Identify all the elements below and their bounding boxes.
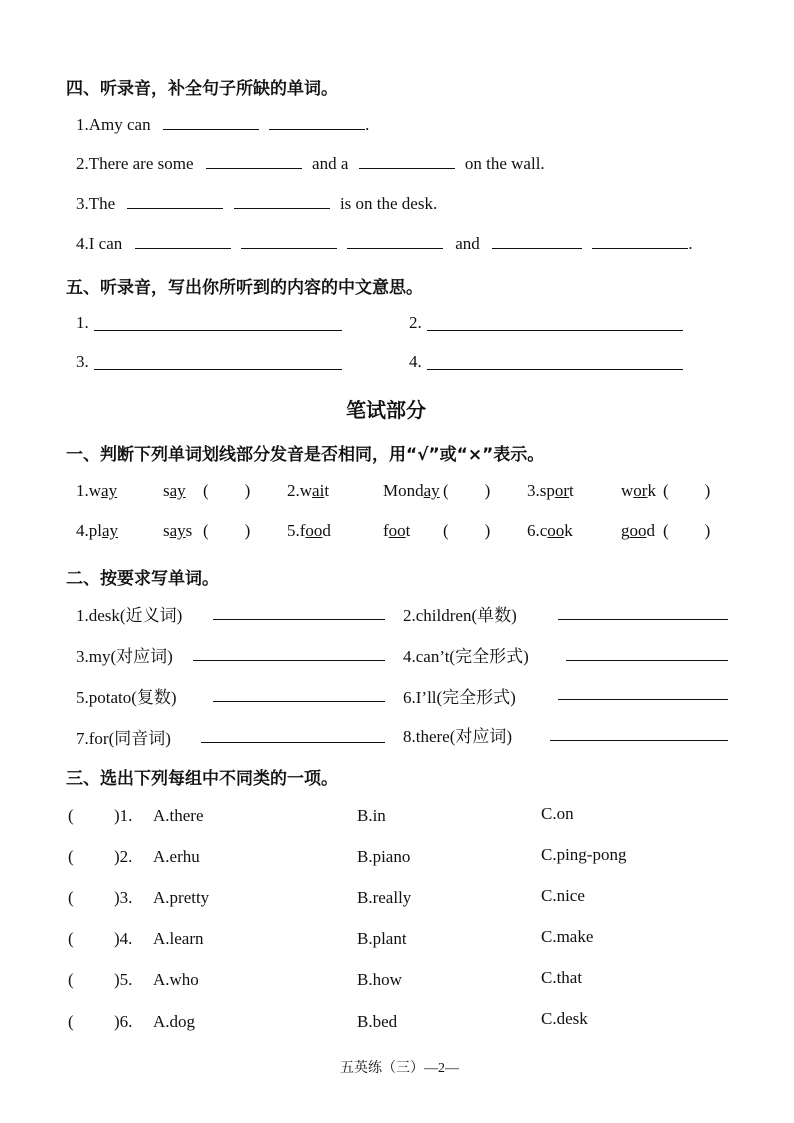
q-text: is on the desk. bbox=[339, 194, 438, 213]
q-text: The bbox=[88, 194, 116, 213]
s5-q2-number: 2. bbox=[409, 313, 422, 332]
written-part-title: 笔试部分 bbox=[346, 398, 426, 422]
answer-paren[interactable]: ( ) bbox=[203, 481, 251, 500]
q-text: I can bbox=[88, 234, 123, 253]
q-end: . bbox=[688, 234, 693, 253]
q-text: Amy can bbox=[88, 115, 151, 134]
q-text: on the wall. bbox=[464, 154, 545, 173]
answer-blank[interactable] bbox=[359, 154, 455, 169]
s4-q2 bbox=[76, 154, 545, 174]
section4-title: 四、听录音，补全句子所缺的单词。 bbox=[66, 79, 338, 99]
p2-item-8: 8.there(对应词) bbox=[403, 727, 513, 746]
answer-line[interactable] bbox=[566, 660, 728, 661]
section5-title: 五、听录音，写出你所听到的内容的中文意思。 bbox=[66, 278, 423, 298]
word-4a: 4.play bbox=[76, 521, 119, 540]
p2-item-2: 2.children(单数) bbox=[403, 606, 517, 625]
option-c: C.that bbox=[541, 968, 583, 987]
word-2a: 2.wait bbox=[287, 481, 330, 500]
answer-blank[interactable] bbox=[135, 234, 231, 249]
q-number: 1. bbox=[76, 115, 89, 134]
answer-blank[interactable] bbox=[206, 154, 302, 169]
p3-row-number: )6. bbox=[114, 1012, 133, 1031]
answer-blank[interactable] bbox=[592, 234, 688, 249]
p3-row-number: )1. bbox=[114, 806, 133, 825]
s5-q3-number: 3. bbox=[76, 352, 89, 371]
answer-blank[interactable] bbox=[269, 115, 365, 130]
answer-line[interactable] bbox=[193, 660, 385, 661]
part2-title: 二、按要求写单词。 bbox=[66, 569, 219, 589]
option-c: C.make bbox=[541, 927, 594, 946]
p2-item-7: 7.for(同音词) bbox=[76, 729, 171, 748]
word-4b: says bbox=[163, 521, 193, 540]
option-b: B.how bbox=[357, 970, 402, 989]
option-b: B.really bbox=[357, 888, 412, 907]
q-end: . bbox=[365, 115, 370, 134]
answer-paren[interactable]: ( ) bbox=[203, 521, 251, 540]
answer-paren[interactable]: ( bbox=[68, 970, 74, 989]
option-b: B.bed bbox=[357, 1012, 398, 1031]
option-c: C.nice bbox=[541, 886, 585, 905]
answer-line[interactable] bbox=[558, 699, 728, 700]
option-a: A.pretty bbox=[153, 888, 210, 907]
answer-paren[interactable]: ( bbox=[68, 888, 74, 907]
answer-blank[interactable] bbox=[234, 194, 330, 209]
answer-paren[interactable]: ( bbox=[68, 806, 74, 825]
word-6b: good bbox=[621, 521, 655, 540]
option-b: B.plant bbox=[357, 929, 407, 948]
q-number: 4. bbox=[76, 234, 89, 253]
q-text: and bbox=[455, 234, 480, 253]
q-text: and a bbox=[312, 154, 349, 173]
p3-row-number: )5. bbox=[114, 970, 133, 989]
option-a: A.there bbox=[153, 806, 204, 825]
answer-line[interactable] bbox=[427, 330, 683, 331]
s4-q3 bbox=[76, 194, 437, 214]
word-1a: 1.way bbox=[76, 481, 118, 500]
answer-line[interactable] bbox=[94, 330, 342, 331]
s4-q1 bbox=[76, 115, 369, 135]
answer-line[interactable] bbox=[213, 619, 385, 620]
option-a: A.who bbox=[153, 970, 199, 989]
s5-q4-number: 4. bbox=[409, 352, 422, 371]
s5-q1-number: 1. bbox=[76, 313, 89, 332]
option-b: B.in bbox=[357, 806, 386, 825]
p2-item-4: 4.can’t(完全形式) bbox=[403, 647, 529, 666]
answer-paren[interactable]: ( ) bbox=[443, 481, 491, 500]
answer-paren[interactable]: ( ) bbox=[663, 521, 711, 540]
option-c: C.ping-pong bbox=[541, 845, 627, 864]
q-number: 3. bbox=[76, 194, 89, 213]
page-footer: 五英练（三）—2— bbox=[340, 1061, 459, 1076]
word-1b: say bbox=[163, 481, 186, 500]
s4-q4 bbox=[76, 234, 693, 254]
word-6a: 6.cook bbox=[527, 521, 573, 540]
p2-item-6: 6.I’ll(完全形式) bbox=[403, 688, 516, 707]
answer-paren[interactable]: ( ) bbox=[443, 521, 491, 540]
answer-line[interactable] bbox=[213, 701, 385, 702]
answer-blank[interactable] bbox=[241, 234, 337, 249]
answer-line[interactable] bbox=[427, 369, 683, 370]
word-5b: foot bbox=[383, 521, 411, 540]
p2-item-1: 1.desk(近义词) bbox=[76, 606, 183, 625]
option-a: A.dog bbox=[153, 1012, 196, 1031]
word-3a: 3.sport bbox=[527, 481, 574, 500]
answer-line[interactable] bbox=[550, 740, 728, 741]
option-a: A.erhu bbox=[153, 847, 200, 866]
answer-blank[interactable] bbox=[163, 115, 259, 130]
p2-item-3: 3.my(对应词) bbox=[76, 647, 173, 666]
q-text: There are some bbox=[88, 154, 194, 173]
answer-line[interactable] bbox=[201, 742, 385, 743]
part3-title: 三、选出下列每组中不同类的一项。 bbox=[66, 769, 338, 789]
q-number: 2. bbox=[76, 154, 89, 173]
part1-title: 一、判断下列单词划线部分发音是否相同，用“√”或“×”表示。 bbox=[66, 445, 545, 465]
answer-blank[interactable] bbox=[347, 234, 443, 249]
p3-row-number: )2. bbox=[114, 847, 133, 866]
answer-blank[interactable] bbox=[492, 234, 582, 249]
option-c: C.desk bbox=[541, 1009, 588, 1028]
option-b: B.piano bbox=[357, 847, 411, 866]
word-5a: 5.food bbox=[287, 521, 331, 540]
answer-line[interactable] bbox=[558, 619, 728, 620]
answer-paren[interactable]: ( ) bbox=[663, 481, 711, 500]
option-a: A.learn bbox=[153, 929, 204, 948]
word-3b: work bbox=[621, 481, 656, 500]
p3-row-number: )3. bbox=[114, 888, 133, 907]
p3-row-number: )4. bbox=[114, 929, 133, 948]
answer-paren[interactable]: ( bbox=[68, 847, 74, 866]
answer-line[interactable] bbox=[94, 369, 342, 370]
answer-blank[interactable] bbox=[127, 194, 223, 209]
word-2b: Monday bbox=[383, 481, 440, 500]
option-c: C.on bbox=[541, 804, 574, 823]
answer-paren[interactable]: ( bbox=[68, 1012, 74, 1031]
p2-item-5: 5.potato(复数) bbox=[76, 688, 177, 707]
answer-paren[interactable]: ( bbox=[68, 929, 74, 948]
